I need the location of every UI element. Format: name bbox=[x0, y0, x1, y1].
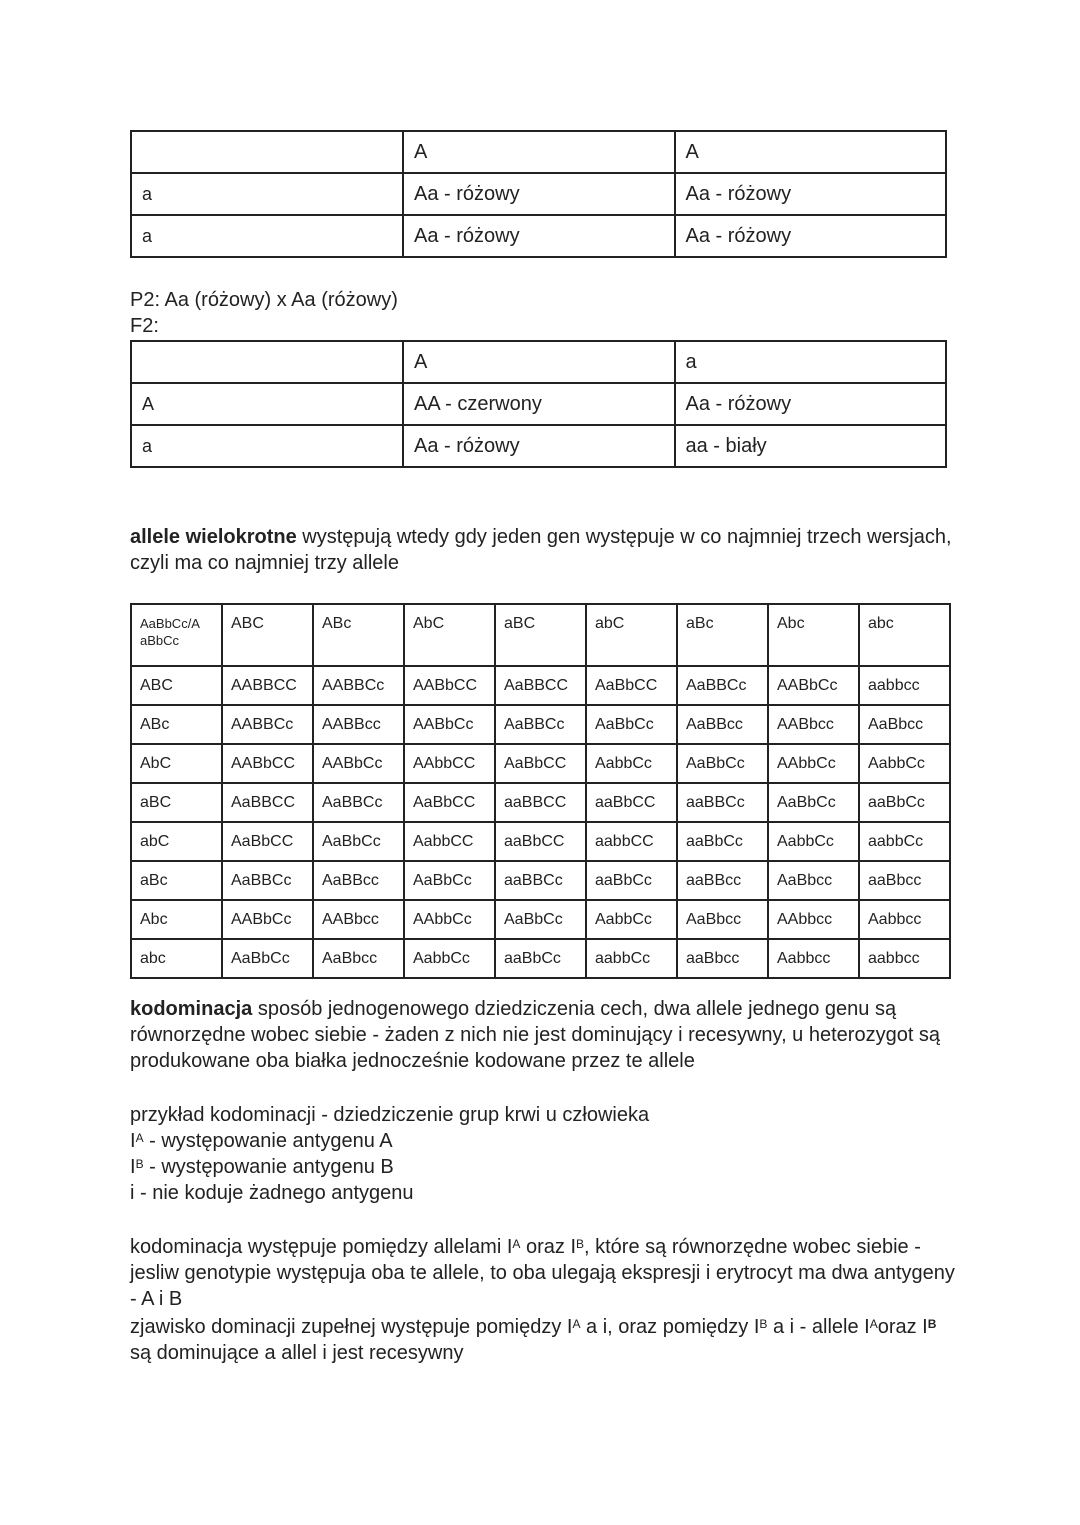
table-cell: aaBbCC bbox=[586, 783, 677, 822]
table-cell: ABc bbox=[131, 705, 222, 744]
table-cell: a bbox=[675, 341, 947, 383]
table-cell: ABC bbox=[131, 666, 222, 705]
table-cell: aBc bbox=[131, 861, 222, 900]
table-cell: AAbbCc bbox=[768, 744, 859, 783]
allele-symbol: I bbox=[130, 1156, 136, 1178]
table-cell: Aabbcc bbox=[859, 900, 950, 939]
table-cell: aaBBCC bbox=[495, 783, 586, 822]
allele-description: - występowanie antygenu B bbox=[143, 1156, 394, 1178]
table-cell: AaBbCc bbox=[677, 744, 768, 783]
allele-superscript: B bbox=[927, 1317, 937, 1331]
punnett-table-f2 bbox=[130, 340, 947, 468]
f2-label: F2: bbox=[130, 315, 159, 337]
multiple-alleles-paragraph bbox=[130, 524, 960, 576]
table-cell: a bbox=[131, 173, 403, 215]
table-cell: Abc bbox=[131, 900, 222, 939]
table-cell: AaBbcc bbox=[768, 861, 859, 900]
table-cell: Aa - różowy bbox=[403, 425, 675, 467]
table-cell: AABbCc bbox=[404, 705, 495, 744]
table-cell: AaBbCC bbox=[495, 744, 586, 783]
table-cell: AAbbCc bbox=[404, 900, 495, 939]
allele-description: - występowanie antygenu A bbox=[143, 1130, 393, 1152]
table-header-cell: aBC bbox=[495, 604, 586, 666]
corner-text-line2: aBbCc bbox=[140, 633, 180, 648]
table-cell: A bbox=[403, 131, 675, 173]
table-cell: AABbCC bbox=[404, 666, 495, 705]
table-cell: a bbox=[131, 425, 403, 467]
table-row bbox=[131, 383, 946, 425]
table-row bbox=[131, 705, 950, 744]
table-cell: aabbCc bbox=[586, 939, 677, 978]
allele-symbol: I bbox=[130, 1130, 136, 1152]
table-cell: aabbcc bbox=[859, 939, 950, 978]
table-cell: abc bbox=[131, 939, 222, 978]
table-header-row bbox=[131, 604, 950, 666]
table-cell: AABbcc bbox=[768, 705, 859, 744]
table-cell: AaBBCc bbox=[222, 861, 313, 900]
text-run: a i, oraz pomiędzy I bbox=[580, 1316, 760, 1338]
table-row bbox=[131, 861, 950, 900]
table-cell: AABbCc bbox=[222, 900, 313, 939]
table-cell bbox=[131, 341, 403, 383]
table-cell: aaBbCc bbox=[495, 939, 586, 978]
codominance-paragraph bbox=[130, 996, 960, 1074]
allele-superscript: A bbox=[512, 1237, 521, 1251]
allele-ia-line bbox=[130, 1128, 393, 1154]
table-corner-cell bbox=[131, 604, 222, 666]
allele-superscript: B bbox=[759, 1317, 768, 1331]
table-cell: aaBBCc bbox=[677, 783, 768, 822]
term-codominance: kodominacja bbox=[130, 998, 253, 1020]
table-cell: AabbCc bbox=[404, 939, 495, 978]
table-cell: aa - biały bbox=[675, 425, 947, 467]
table-cell: AABbCc bbox=[313, 744, 404, 783]
table-cell: A bbox=[403, 341, 675, 383]
allele-i-line: i - nie koduje żadnego antygenu bbox=[130, 1182, 414, 1204]
text-run: zjawisko dominacji zupełnej występuje pomiędzy I bbox=[130, 1316, 573, 1338]
table-cell: aaBbCc bbox=[859, 783, 950, 822]
table-cell: Aa - różowy bbox=[403, 173, 675, 215]
table-cell: aaBbcc bbox=[677, 939, 768, 978]
table-row bbox=[131, 425, 946, 467]
allele-superscript: A bbox=[572, 1317, 581, 1331]
table-cell: aaBbCC bbox=[495, 822, 586, 861]
table-header-cell: abC bbox=[586, 604, 677, 666]
table-cell: AaBBcc bbox=[313, 861, 404, 900]
table-cell: AaBbCC bbox=[222, 822, 313, 861]
table-cell: AABBCC bbox=[222, 666, 313, 705]
table-cell: AaBBCC bbox=[495, 666, 586, 705]
definition-text: sposób jednogenowego dziedziczenia cech, dwa allele jednego genu są równorzędne wobec siebie - żaden z nich nie jest dominujący i recesywny, u heterozygot są produkowane oba białka jednocześnie kodowane przez te allele bbox=[130, 998, 941, 1072]
table-cell: Aa - różowy bbox=[675, 383, 947, 425]
trihybrid-cross-table bbox=[130, 603, 951, 979]
term-multiple-alleles: allele wielokrotne bbox=[130, 526, 297, 548]
table-cell: AAbbcc bbox=[768, 900, 859, 939]
table-cell: AbC bbox=[131, 744, 222, 783]
table-cell: AabbCc bbox=[859, 744, 950, 783]
table-cell: AabbCc bbox=[768, 822, 859, 861]
table-cell: AABbCC bbox=[222, 744, 313, 783]
table-cell: AaBbCc bbox=[404, 861, 495, 900]
allele-superscript: A bbox=[135, 1131, 144, 1145]
definition-text: występują wtedy gdy jeden gen występuje w co najmniej trzech wersjach, czyli ma co najmniej trzy allele bbox=[130, 526, 952, 574]
text-run: oraz I bbox=[520, 1236, 576, 1258]
table-cell: AaBBcc bbox=[677, 705, 768, 744]
allele-ib-line bbox=[130, 1154, 394, 1180]
table-cell: AaBBCc bbox=[677, 666, 768, 705]
table-header-cell: Abc bbox=[768, 604, 859, 666]
table-cell: A bbox=[131, 383, 403, 425]
table-cell: Aa - różowy bbox=[403, 215, 675, 257]
corner-text-line1: AaBbCc/A bbox=[140, 616, 200, 631]
table-cell: aabbcc bbox=[859, 666, 950, 705]
table-cell: aabbCc bbox=[859, 822, 950, 861]
table-cell bbox=[131, 131, 403, 173]
table-header-cell: aBc bbox=[677, 604, 768, 666]
table-cell: AabbCc bbox=[586, 744, 677, 783]
table-cell: a bbox=[131, 215, 403, 257]
table-cell: AA - czerwony bbox=[403, 383, 675, 425]
table-cell: AaBbCC bbox=[404, 783, 495, 822]
table-cell: AaBbCc bbox=[222, 939, 313, 978]
text-run: , które są równorzędne wobec siebie - jesliw genotypie występuja oba te allele, to oba ulegają ekspresji i erytrocyt ma dwa antygeny - A i B bbox=[130, 1236, 955, 1310]
table-cell: Aabbcc bbox=[768, 939, 859, 978]
codominance-explanation bbox=[130, 1234, 960, 1312]
text-run: a i - allele I bbox=[767, 1316, 870, 1338]
table-cell: AaBbCc bbox=[313, 822, 404, 861]
table-row bbox=[131, 666, 950, 705]
table-cell: aaBBCc bbox=[495, 861, 586, 900]
text-run: kodominacja występuje pomiędzy allelami I bbox=[130, 1236, 513, 1258]
text-run: oraz I bbox=[877, 1316, 928, 1338]
p2-cross-line: P2: Aa (różowy) x Aa (różowy) bbox=[130, 289, 398, 311]
table-cell: AaBbCC bbox=[586, 666, 677, 705]
table-cell: AABBcc bbox=[313, 705, 404, 744]
table-cell: AaBbCc bbox=[495, 900, 586, 939]
example-title: przykład kodominacji - dziedziczenie grup krwi u człowieka bbox=[130, 1104, 650, 1126]
table-row bbox=[131, 131, 946, 173]
table-header-cell: ABC bbox=[222, 604, 313, 666]
table-cell: aaBbcc bbox=[859, 861, 950, 900]
table-cell: AaBBCc bbox=[313, 783, 404, 822]
table-row bbox=[131, 822, 950, 861]
table-cell: AaBBCC bbox=[222, 783, 313, 822]
table-cell: abC bbox=[131, 822, 222, 861]
table-row bbox=[131, 744, 950, 783]
table-cell: AaBBCc bbox=[495, 705, 586, 744]
table-header-cell: AbC bbox=[404, 604, 495, 666]
punnett-table-f1 bbox=[130, 130, 947, 258]
table-cell: aaBbCc bbox=[586, 861, 677, 900]
allele-superscript: A bbox=[869, 1317, 878, 1331]
table-cell: aaBBcc bbox=[677, 861, 768, 900]
table-cell: Aa - różowy bbox=[675, 215, 947, 257]
table-cell: aaBbCc bbox=[677, 822, 768, 861]
table-cell: aBC bbox=[131, 783, 222, 822]
table-cell: AaBbCc bbox=[768, 783, 859, 822]
table-header-cell: ABc bbox=[313, 604, 404, 666]
table-row bbox=[131, 783, 950, 822]
table-row bbox=[131, 900, 950, 939]
table-row bbox=[131, 173, 946, 215]
table-row bbox=[131, 939, 950, 978]
table-header-cell: abc bbox=[859, 604, 950, 666]
text-run: są dominujące a allel i jest recesywny bbox=[130, 1342, 464, 1364]
table-cell: AabbCc bbox=[586, 900, 677, 939]
table-cell: AaBbcc bbox=[859, 705, 950, 744]
table-cell: AaBbCc bbox=[586, 705, 677, 744]
table-cell: Aa - różowy bbox=[675, 173, 947, 215]
table-cell: AABBCc bbox=[222, 705, 313, 744]
table-row bbox=[131, 341, 946, 383]
table-cell: AabbCC bbox=[404, 822, 495, 861]
table-cell: AaBbcc bbox=[313, 939, 404, 978]
table-cell: AaBbcc bbox=[677, 900, 768, 939]
allele-superscript: B bbox=[135, 1157, 144, 1171]
table-cell: AAbbCC bbox=[404, 744, 495, 783]
table-cell: AABbCc bbox=[768, 666, 859, 705]
complete-dominance-explanation bbox=[130, 1314, 960, 1366]
allele-superscript: B bbox=[576, 1237, 585, 1251]
table-cell: AABbcc bbox=[313, 900, 404, 939]
table-row bbox=[131, 215, 946, 257]
table-cell: AABBCc bbox=[313, 666, 404, 705]
table-cell: aabbCC bbox=[586, 822, 677, 861]
table-cell: A bbox=[675, 131, 947, 173]
